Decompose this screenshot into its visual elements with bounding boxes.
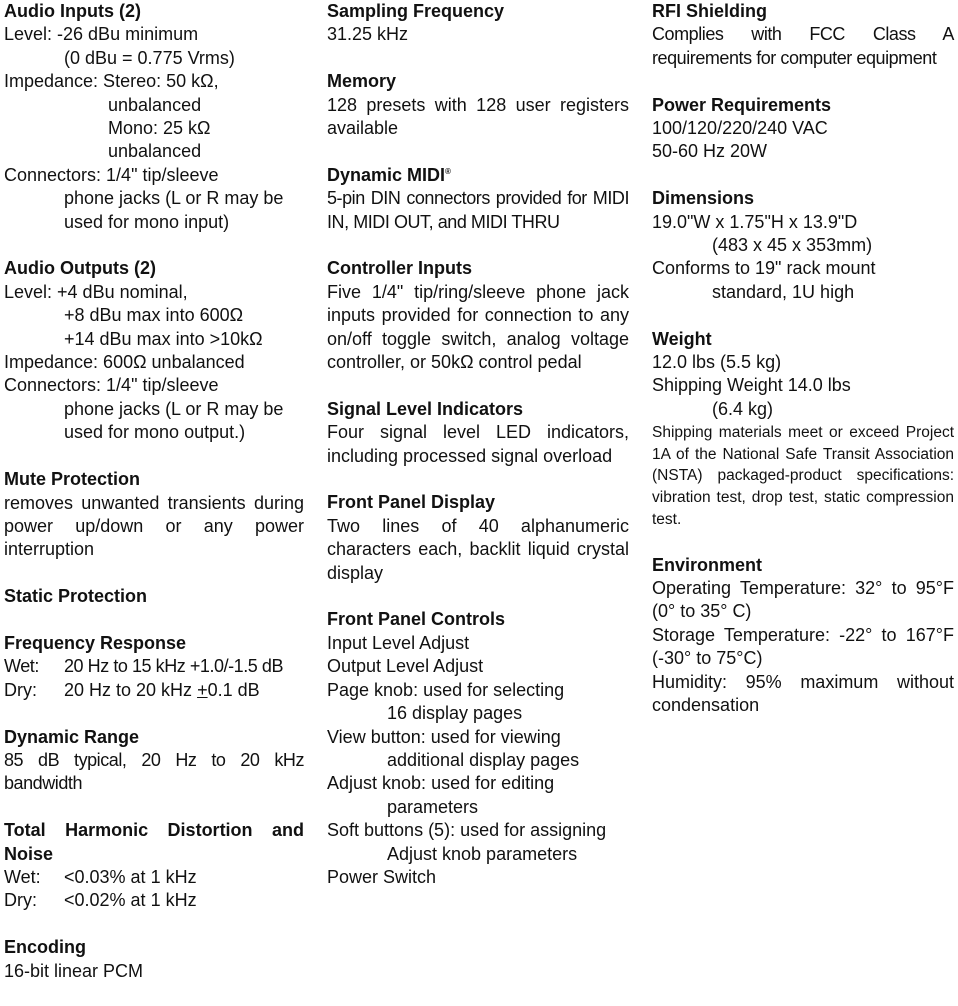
audio-inputs-heading: Audio Inputs (2) xyxy=(4,1,141,21)
audio-outputs-impedance: Impedance: 600Ω unbalanced xyxy=(4,352,245,373)
section-environment xyxy=(652,554,954,718)
section-power-requirements xyxy=(652,94,954,164)
audio-inputs-impedance-mono: Mono: 25 kΩ xyxy=(108,118,211,139)
frequency-response-wet-value: 20 Hz to 15 kHz +1.0/-1.5 dB xyxy=(64,656,284,677)
environment-operating: Operating Temperature: 32° to 95°F (0° to 35° C) xyxy=(652,578,954,622)
audio-inputs-impedance-stereo: Impedance: Stereo: 50 kΩ, xyxy=(4,71,219,92)
audio-inputs-impedance-mono-type: unbalanced xyxy=(108,141,202,162)
controller-inputs-heading: Controller Inputs xyxy=(327,258,472,279)
section-static-protection xyxy=(4,585,304,608)
mute-protection-heading: Mute Protection xyxy=(4,469,141,490)
audio-outputs-heading: Audio Outputs (2) xyxy=(4,258,156,279)
dynamic-range-heading: Dynamic Range xyxy=(4,726,140,747)
spec-column-middle xyxy=(327,0,629,913)
environment-heading: Environment xyxy=(652,554,763,575)
frequency-response-dry-tolerance: 0.1 dB xyxy=(207,679,260,700)
control-input-level: Input Level Adjust xyxy=(327,632,470,653)
control-page-knob-detail: 16 display pages xyxy=(387,703,523,724)
section-front-panel-controls xyxy=(327,608,629,889)
audio-outputs-connectors-note: used for mono output.) xyxy=(64,422,246,443)
front-panel-display-heading: Front Panel Display xyxy=(327,492,496,513)
audio-outputs-level-max-10k: +14 dBu max into >10kΩ xyxy=(64,328,263,349)
section-encoding xyxy=(4,936,304,983)
control-soft-buttons-detail: Adjust knob parameters xyxy=(387,843,578,864)
controller-inputs-text: Five 1/4" tip/ring/sleeve phone jack inputs provided for connection to any on/off toggle switch, analog voltage controller, or 50kΩ control pedal xyxy=(327,281,629,373)
environment-humidity: Humidity: 95% maximum without condensation xyxy=(652,671,954,716)
frequency-response-wet-label: Wet: xyxy=(4,656,39,677)
weight-heading: Weight xyxy=(652,328,712,349)
audio-inputs-connectors-detail: phone jacks (L or R may be xyxy=(64,188,284,209)
frequency-response-dry-value: 20 Hz to 20 kHz xyxy=(64,679,198,700)
registered-mark: ® xyxy=(445,166,451,176)
weight-unit: 12.0 lbs (5.5 kg) xyxy=(652,352,782,373)
power-requirements-heading: Power Requirements xyxy=(652,94,832,115)
memory-heading: Memory xyxy=(327,71,397,92)
section-front-panel-display xyxy=(327,491,629,585)
section-dimensions xyxy=(652,187,954,304)
dynamic-midi-title: Dynamic MIDI xyxy=(327,164,446,185)
control-page-knob: Page knob: used for selecting xyxy=(327,679,565,700)
audio-outputs-connectors-detail: phone jacks (L or R may be xyxy=(64,398,284,419)
sampling-frequency-heading: Sampling Frequency xyxy=(327,1,505,21)
power-requirements-voltage: 100/120/220/240 VAC xyxy=(652,118,828,139)
thd-wet-value: <0.03% at 1 kHz xyxy=(64,866,197,887)
audio-inputs-level: Level: -26 dBu minimum xyxy=(4,24,199,45)
signal-level-indicators-heading: Signal Level Indicators xyxy=(327,398,524,419)
section-memory xyxy=(327,70,629,140)
section-mute-protection xyxy=(4,468,304,562)
audio-outputs-connectors: Connectors: 1/4" tip/sleeve xyxy=(4,375,219,396)
weight-shipping-kg: (6.4 kg) xyxy=(712,398,774,419)
weight-shipping-note: Shipping materials meet or exceed Project 1A of the National Safe Transit Association (NSTA) packaged-product specifications: vibration test, drop test, static compression test. xyxy=(652,424,954,528)
memory-text: 128 presets with 128 user registers available xyxy=(327,94,629,139)
audio-inputs-level-reference: (0 dBu = 0.775 Vrms) xyxy=(64,47,235,68)
thd-wet xyxy=(4,866,304,889)
front-panel-display-text: Two lines of 40 alphanumeric characters each, backlit liquid crystal display xyxy=(327,515,629,583)
mute-protection-text: removes unwanted transients during power up/down or any power interruption xyxy=(4,492,304,560)
frequency-response-heading: Frequency Response xyxy=(4,632,187,653)
encoding-text: 16-bit linear PCM xyxy=(4,960,144,981)
control-adjust-knob-detail: parameters xyxy=(387,796,479,817)
control-soft-buttons: Soft buttons (5): used for assigning xyxy=(327,820,607,841)
rfi-shielding-text: Complies with FCC Class A requirements for computer equipment xyxy=(652,24,954,68)
plus-minus-sign: + xyxy=(197,679,208,700)
dynamic-range-text: 85 dB typical, 20 Hz to 20 kHz bandwidth xyxy=(4,749,304,794)
dimensions-mm: (483 x 45 x 353mm) xyxy=(712,235,873,256)
thd-dry-value: <0.02% at 1 kHz xyxy=(64,890,197,911)
dimensions-inches: 19.0"W x 1.75"H x 13.9"D xyxy=(652,211,858,232)
control-view-button: View button: used for viewing xyxy=(327,726,561,747)
dynamic-midi-heading xyxy=(327,164,629,187)
static-protection-heading: Static Protection xyxy=(4,586,148,607)
audio-inputs-impedance-stereo-type: unbalanced xyxy=(108,94,202,115)
control-power-switch: Power Switch xyxy=(327,866,437,887)
dimensions-rack: Conforms to 19" rack mount xyxy=(652,258,876,279)
frequency-response-wet xyxy=(4,655,304,678)
signal-level-indicators-text: Four signal level LED indicators, including processed signal overload xyxy=(327,422,629,466)
thd-heading: Total Harmonic Distortion and Noise xyxy=(4,820,304,864)
encoding-heading: Encoding xyxy=(4,937,86,958)
section-weight xyxy=(652,328,954,531)
audio-inputs-connectors: Connectors: 1/4" tip/sleeve xyxy=(4,164,219,185)
section-audio-inputs xyxy=(4,0,304,234)
audio-outputs-level-max-600: +8 dBu max into 600Ω xyxy=(64,305,244,326)
weight-shipping: Shipping Weight 14.0 lbs xyxy=(652,375,851,396)
thd-dry xyxy=(4,889,304,912)
spec-column-left xyxy=(4,0,304,1006)
control-view-button-detail: additional display pages xyxy=(387,749,580,770)
section-frequency-response xyxy=(4,632,304,702)
rfi-shielding-heading: RFI Shielding xyxy=(652,1,767,21)
frequency-response-dry-label: Dry: xyxy=(4,679,37,700)
power-requirements-frequency: 50-60 Hz 20W xyxy=(652,141,768,162)
frequency-response-dry xyxy=(4,679,304,702)
dimensions-rack-detail: standard, 1U high xyxy=(712,281,855,302)
front-panel-controls-heading: Front Panel Controls xyxy=(327,609,506,630)
section-rfi-shielding xyxy=(652,0,954,70)
thd-wet-label: Wet: xyxy=(4,866,41,887)
section-dynamic-range xyxy=(4,726,304,796)
spec-column-right xyxy=(652,0,954,741)
section-dynamic-midi xyxy=(327,164,629,234)
control-adjust-knob: Adjust knob: used for editing xyxy=(327,773,555,794)
environment-storage: Storage Temperature: -22° to 167°F (-30° to 75°C) xyxy=(652,624,954,669)
section-thd xyxy=(4,819,304,913)
control-output-level: Output Level Adjust xyxy=(327,656,484,677)
audio-inputs-connectors-note: used for mono input) xyxy=(64,211,230,232)
thd-dry-label: Dry: xyxy=(4,890,37,911)
section-sampling-frequency xyxy=(327,0,629,47)
section-audio-outputs xyxy=(4,257,304,444)
section-signal-level-indicators xyxy=(327,398,629,468)
section-controller-inputs xyxy=(327,257,629,374)
dynamic-midi-text: 5-pin DIN connectors provided for MIDI IN, MIDI OUT, and MIDI THRU xyxy=(327,188,629,232)
audio-outputs-level: Level: +4 dBu nominal, xyxy=(4,281,188,302)
sampling-frequency-text: 31.25 kHz xyxy=(327,24,409,45)
dimensions-heading: Dimensions xyxy=(652,188,755,209)
